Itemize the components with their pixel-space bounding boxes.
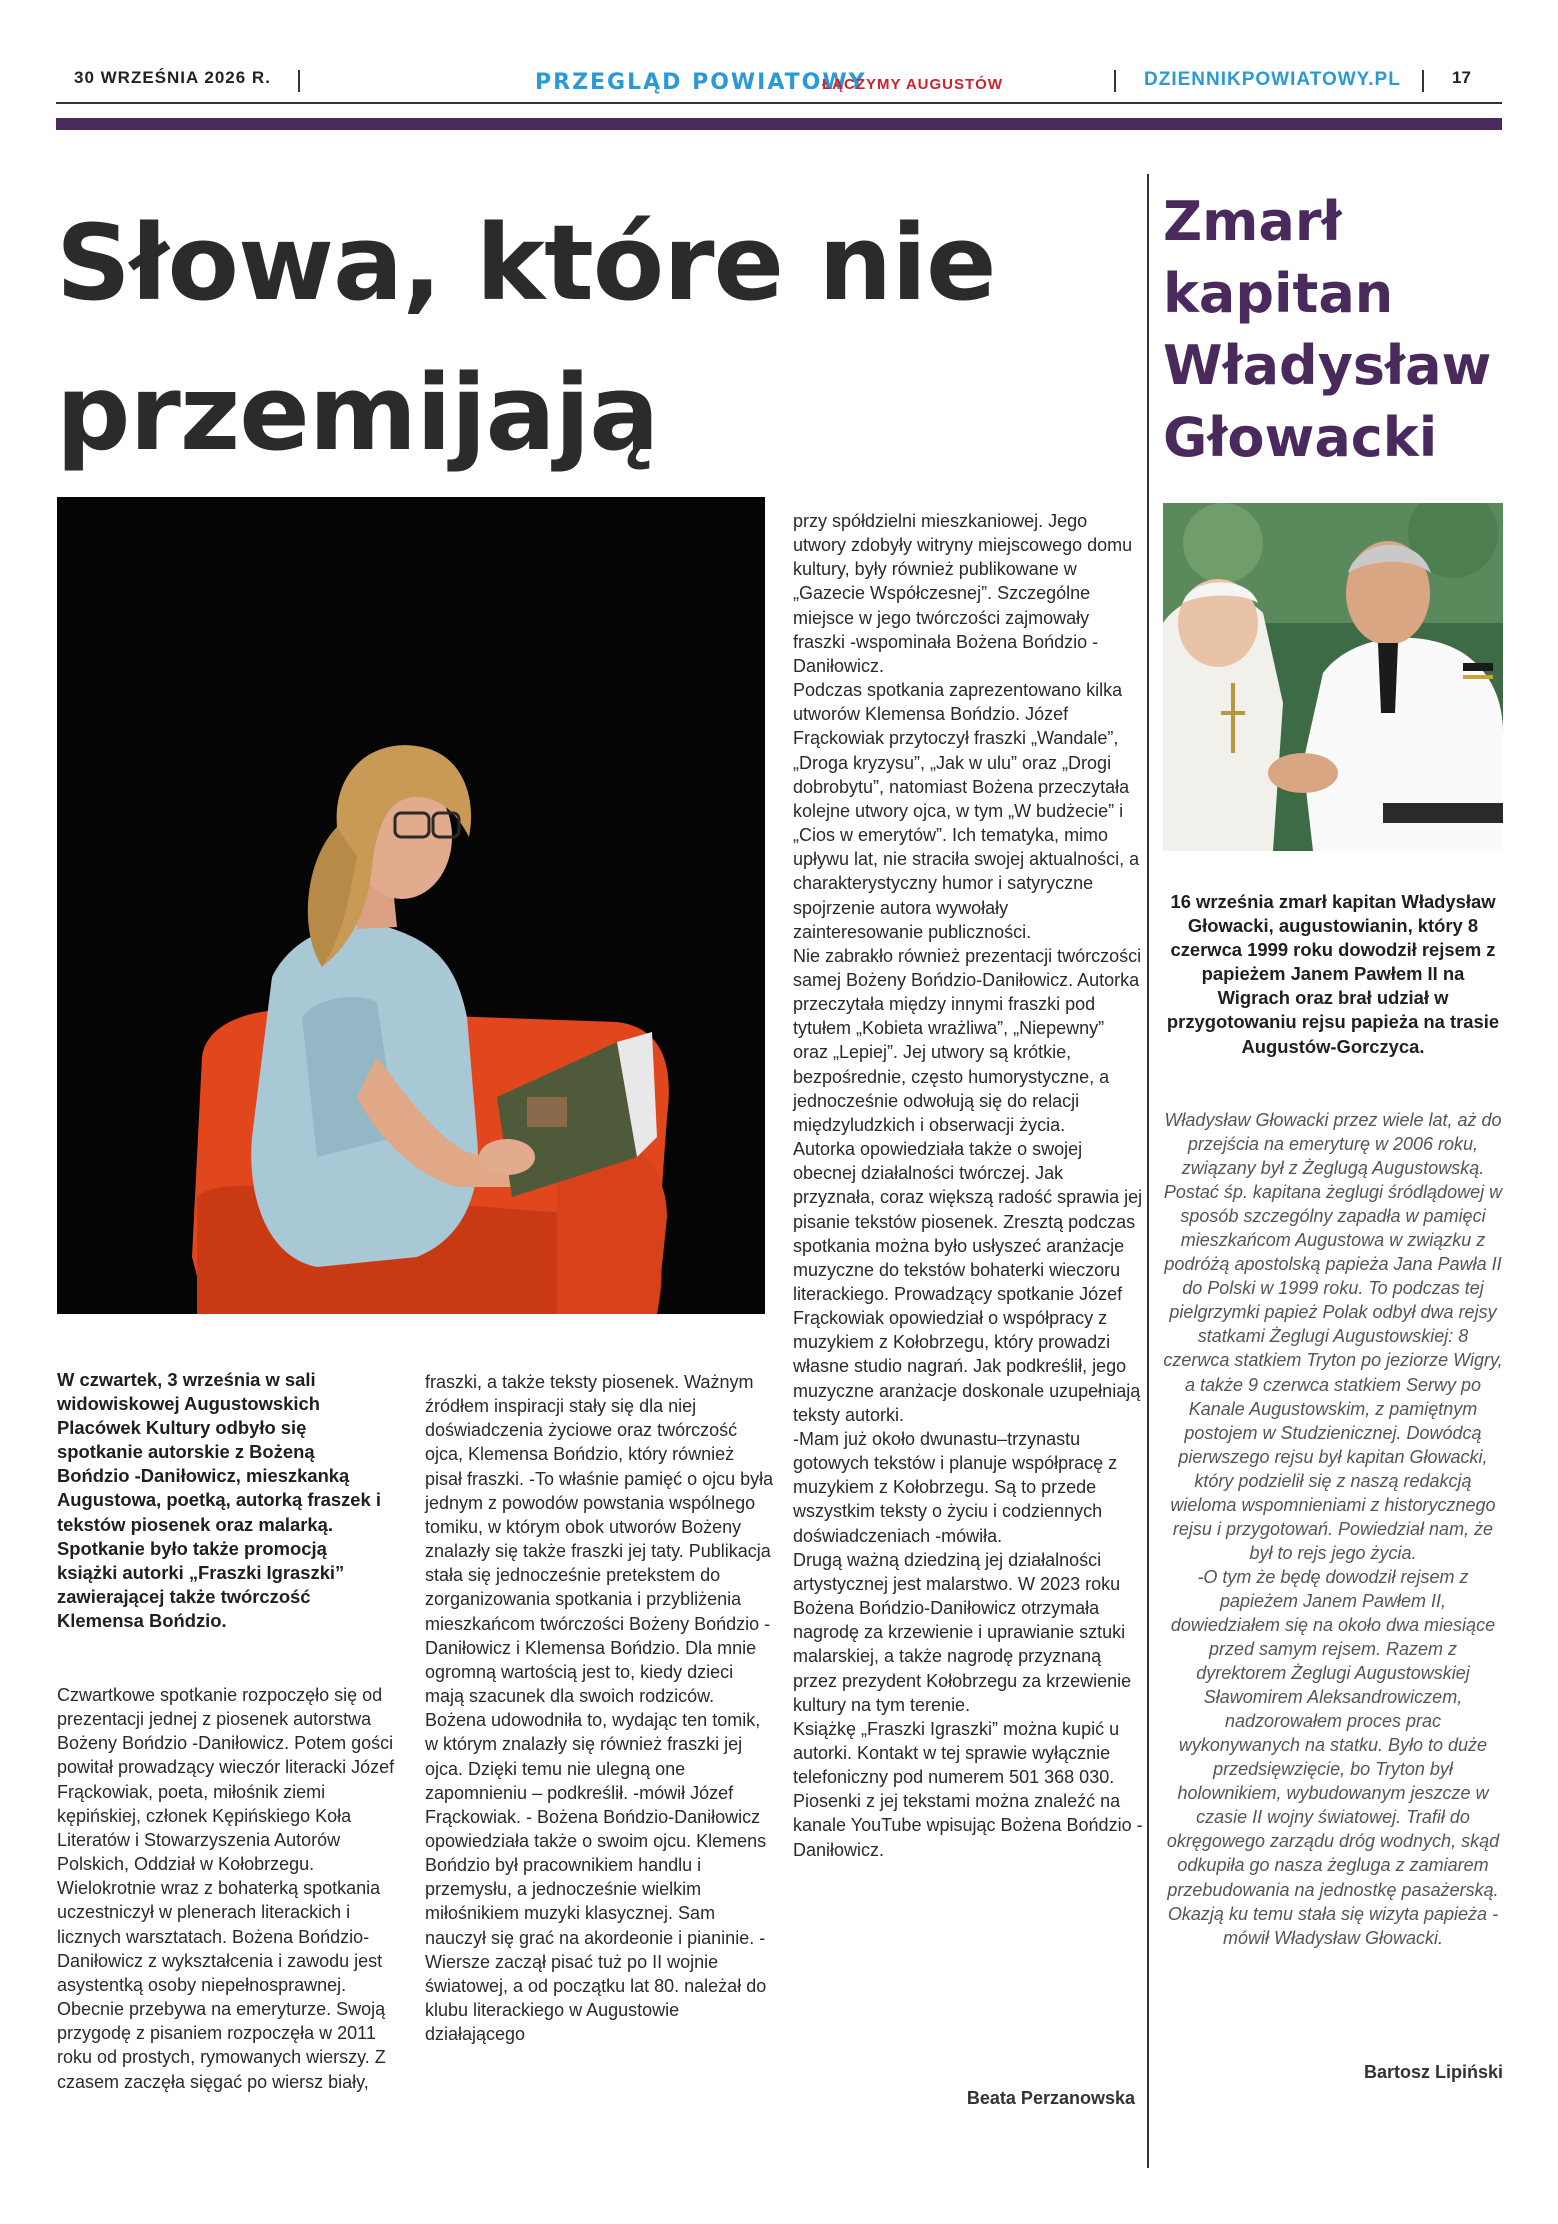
author-photo: [57, 497, 765, 1314]
main-headline: Słowa, które nie przemijają: [56, 202, 996, 474]
main-article-column-1: Czwartkowe spotkanie rozpoczęło się od prezentacji jednej z piosenek autorstwa Bożeny Bońdzio -Daniłowicz. Potem gości powitał prowadzący wieczór literacki Józef Frąckowiak, poeta, miłośnik ziemi kępińskiej, członek Kępińskiego Koła Literatów i Stowarzyszenia Autorów Polskich, Oddział w Kołobrzegu. Wielokrotnie wraz z bohaterką spotkania uczestniczył w plenerach literackich i licznych warsztatach. Bożena Bońdzio-Daniłowicz z wykształcenia i zawodu jest asystentką osoby niepełnosprawnej. Obecnie przebywa na emeryturze. Swoją przygodę z pisaniem rozpoczęła w 2011 roku od prostych, rymowanych wierszy. Z czasem zaczęła sięgać po wiersz biały,: [57, 1685, 395, 2092]
captain-with-pope-photo: [1163, 503, 1503, 851]
side-article-lead: 16 września zmarł kapitan Władysław Głowacki, augustowianin, który 8 czerwca 1999 roku dowodził rejsem z papieżem Janem Pawłem II na Wigrach oraz brał udział w przygotowaniu rejsu papieża na trasie Augustów-Gorczyca.: [1166, 891, 1500, 1057]
paragraph: -Mam już około dwunastu–trzynastu gotowych tekstów i planuje współpracę z muzykiem z Kołobrzegu. Są to przede wszystkim teksty o życiu i codziennych doświadczeniach -mówiła.: [793, 1428, 1118, 1546]
side-article-body: [1163, 1108, 1503, 1950]
paragraph: Książkę „Fraszki Igraszki” można kupić u autorki. Kontakt w tej sprawie wyłącznie telefoniczny pod numerem 501 368 030.: [793, 1718, 1120, 1788]
side-headline: Zmarł kapitan Władysław Głowacki: [1163, 190, 1492, 469]
main-article-column-2: fraszki, a także teksty piosenek. Ważnym źródłem inspiracji stały się dla niej doświadczenia życiowe oraz twórczość ojca, Klemensa Bońdzio, który również pisał fraszki. -To właśnie pamięć o ojcu była jednym z powodów powstania wspólnego tomiku, w którym obok utworów Bożeny znalazły się także fraszki jej taty. Publikacja stała się jednocześnie pretekstem do zorganizowania spotkania i przybliżenia mieszkańcom twórczości Bożeny Bońdzio -Daniłowicz i Klemensa Bońdzio. Dla mnie ogromną wartością jest to, kiedy dzieci mają szacunek dla swoich rodziców. Bożena udowodniła to, wydając ten tomik, w którym znalazły się również fraszki jej ojca. Dzięki temu nie ulegną one zapomnieniu – podkreślił. -mówił Józef Frąckowiak. - Bożena Bońdzio-Daniłowicz opowiedziała także o swoim ojcu. Klemens Bońdzio był pracownikiem handlu i przemysłu, a jednocześnie wielkim miłośnikiem muzyki klasycznej. Sam nauczył się grać na akordeonie i pianinie. -Wiersze zaczął pisać tuż po II wojnie światowej, a od początku lat 80. należał do klubu literackiego w Augustowie działającego: [425, 1372, 774, 2045]
website-link[interactable]: DZIENNIKPOWIATOWY.PL: [1144, 69, 1401, 90]
header-accent-bar: [56, 118, 1502, 130]
header-separator: [298, 70, 300, 92]
publication-slogan: ŁĄCZYMY AUGUSTÓW: [822, 76, 1003, 93]
paragraph: Władysław Głowacki przez wiele lat, aż do przejścia na emeryturę w 2006 roku, związany był z Żeglugą Augustowską. Postać śp. kapitana żeglugi śródlądowej w sposób szczególny zapadła w pamięci mieszkańcom Augustowa w związku z podróżą apostolską papieża Jana Pawła II do Polski w 1999 roku. To podczas tej pielgrzymki papież Polak odbył dwa rejsy statkami Żeglugi Augustowskiej: 8 czerwca statkiem Tryton po jeziorze Wigry, a także 9 czerwca statkiem Serwy po Kanale Augustowskim, z pamiętnym postojem w Studzienicznej. Dowódcą pierwszego rejsu był kapitan Głowacki, który podzielił się z naszą redakcją wieloma wspomnieniami z historycznego rejsu i przygotowań. Powiedział nam, że był to rejs jego życia.: [1163, 1110, 1503, 1563]
page-number: 17: [1452, 68, 1471, 87]
publication-name: PRZEGLĄD POWIATOWY: [535, 70, 867, 95]
paragraph: Piosenki z jej tekstami można znaleźć na kanale YouTube wpisując Bożena Bońdzio -Daniłowicz.: [793, 1791, 1143, 1860]
side-article-author: Bartosz Lipiński: [1363, 2062, 1503, 2082]
main-article-column-3: [793, 509, 1143, 1862]
column-divider: [1147, 174, 1149, 2168]
paragraph: Drugą ważną dziedziną jej działalności artystycznej jest malarstwo. W 2023 roku Bożena Bońdzio-Daniłowicz otrzymała nagrodę za krzewienie i uprawianie sztuki malarskiej, a także nagrodę przyznaną przez prezydent Kołobrzegu za krzewienie kultury na tym terenie.: [793, 1549, 1132, 1715]
issue-date: 30 WRZEŚNIA 2026 R.: [74, 68, 271, 87]
paragraph: przy spółdzielni mieszkaniowej. Jego utwory zdobyły witryny miejscowego domu kultury, były również publikowane w „Gazecie Współczesnej”. Szczególne miejsce w jego twórczości zajmowały fraszki -wspominała Bożena Bońdzio -Daniłowicz.: [793, 511, 1133, 676]
header-separator: [1422, 70, 1424, 92]
paragraph: Podczas spotkania zaprezentowano kilka utworów Klemensa Bońdzio. Józef Frąckowiak przytoczył fraszki „Wandale”, „Droga kryzysu”, „Jak w ulu” oraz „Drogi dobrobytu”, natomiast Bożena przeczytała kolejne utwory ojca, w tym „W budżecie” i „Cios w emerytów”. Ich tematyka, mimo upływu lat, nie straciła swojej aktualności, a charakterystyczny humor i satyryczne spojrzenie autora wywołały zainteresowanie publiczności.: [793, 680, 1140, 942]
paragraph: Nie zabrakło również prezentacji twórczości samej Bożeny Bońdzio-Daniłowicz. Autorka przeczytała między innymi fraszki pod tytułem „Kobieta wrażliwa”, „Niepewny” oraz „Lepiej”. Jej utwory są krótkie, bezpośrednie, często humorystyczne, a jednocześnie odwołują się do relacji międzyludzkich i obserwacji życia.: [793, 945, 1142, 1135]
main-article-author: Beata Perzanowska: [966, 2088, 1135, 2108]
header-rule: [56, 102, 1502, 104]
paragraph: Autorka opowiedziała także o swojej obecnej działalności twórczej. Jak przyznała, coraz większą radość sprawia jej pisanie tekstów piosenek. Zresztą podczas spotkania można było usłyszeć aranżacje muzyczne do tekstów bohaterki wieczoru literackiego. Prowadzący spotkanie Józef Frąckowiak opowiedział o współpracy z muzykiem z Kołobrzegu, który prowadzi własne studio nagrań. Jak podkreślił, jego muzyczne aranżacje doskonale uzupełniają teksty autorki.: [793, 1139, 1143, 1425]
main-article-lead: W czwartek, 3 września w sali widowiskowej Augustowskich Placówek Kultury odbyło się spotkanie autorskie z Bożeną Bońdzio -Daniłowicz, mieszkanką Augustowa, poetką, autorką fraszek i tekstów piosenek oraz malarką. Spotkanie było także promocją książki autorki „Fraszki Igraszki” zawierającej także twórczość Klemensa Bońdzio.: [57, 1369, 381, 1631]
header-separator: [1114, 70, 1116, 92]
paragraph: -O tym że będę dowodził rejsem z papieżem Janem Pawłem II, dowiedziałem się na około dwa miesiące przed samym rejsem. Razem z dyrektorem Żeglugi Augustowskiej Sławomirem Aleksandrowiczem, nadzorowałem proces prac wykonywanych na statku. Było to duże przedsięwzięcie, bo Tryton był holownikiem, wybudowanym jeszcze w czasie II wojny światowej. Trafił do okręgowego zarządu dróg wodnych, skąd odkupiła go nasza żegluga z zamiarem przebudowania na jednostkę pasażerską. Okazją ku temu stała się wizyta papieża -mówił Władysław Głowacki.: [1166, 1566, 1500, 1948]
